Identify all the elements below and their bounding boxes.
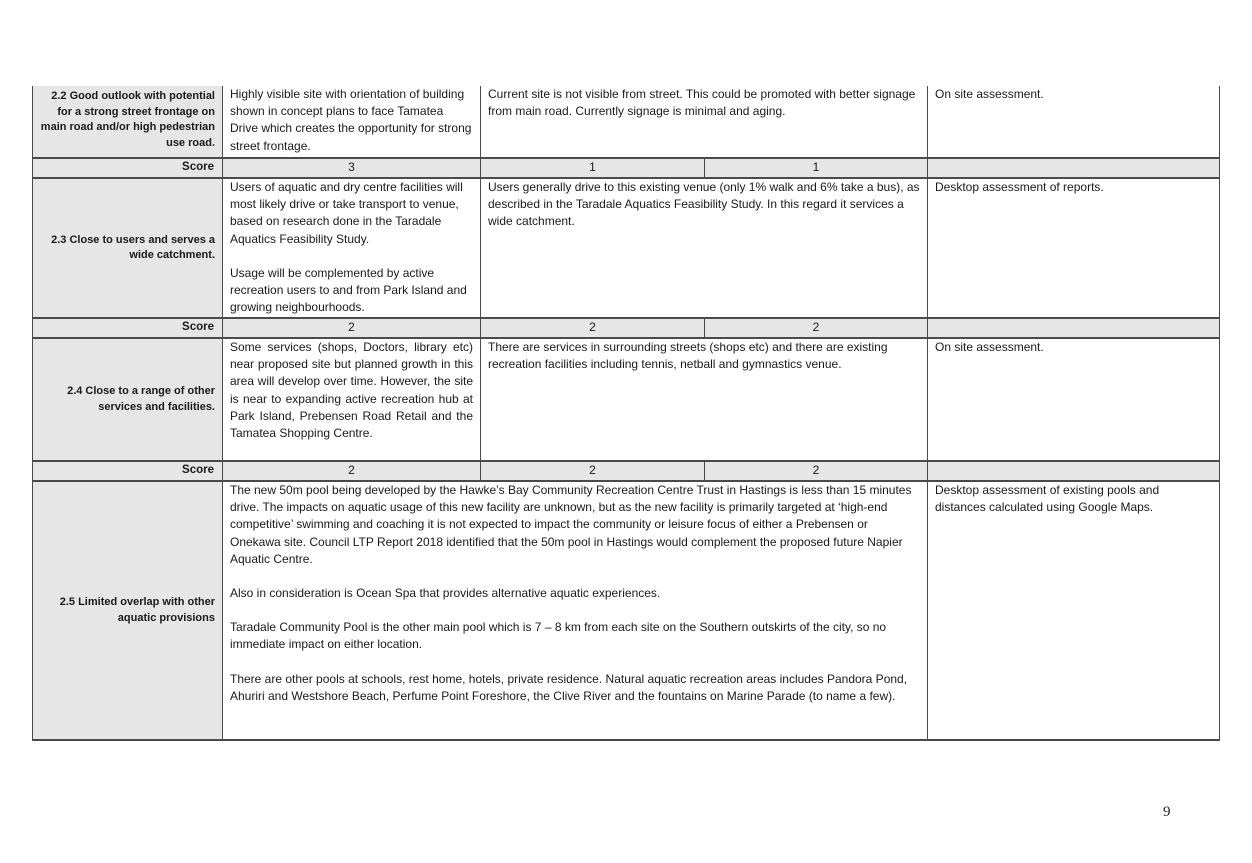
criterion-label: 2.2 Good outlook with potential for a strong street frontage on main road and/or high pedestrian use road. xyxy=(33,86,223,158)
combined-text: There are other pools at schools, rest home, hotels, private residence. Natural aquatic recreation areas includes Pandora Pond, Ahuriri and Westshore Beach, Perfume Point Foreshore, the Clive River and the fountains on Marine Parade (to name a few). xyxy=(230,671,908,703)
score-value: 2 xyxy=(223,318,481,338)
score-value: 1 xyxy=(481,158,705,178)
combined-text: Also in consideration is Ocean Spa that provides alternative aquatic experiences. xyxy=(230,586,661,601)
score-value: 2 xyxy=(223,461,481,481)
combined-description xyxy=(223,481,928,740)
combined-text: The new 50m pool being developed by the Hawke’s Bay Community Recreation Centre Trust in Hastings is less than 15 minutes drive. The impacts on aquatic usage of this new facility are unknown, but as the new facility is primarily targeted at ‘high-end competitive’ swimming and coaching it is not expected to impact the community or leisure focus of either a Prebensen or Onekawa site. Council LTP Report 2018 identified that the 50m pool in Hastings would complement the proposed future Napier Aquatic Centre. xyxy=(230,483,912,566)
existing-site-description xyxy=(481,178,928,318)
existing-text: Users generally drive to this existing venue (only 1% walk and 6% take a bus), as described in the Taradale Aquatics Feasibility Study. In this regard it services a wide catchment. xyxy=(488,180,920,229)
combined-text: Taradale Community Pool is the other main pool which is 7 – 8 km from each site on the Southern outskirts of the city, so no immediate impact on either location. xyxy=(230,620,887,652)
assessment-method: On site assessment. xyxy=(928,86,1220,158)
score-label: Score xyxy=(33,318,223,338)
criterion-row-2-3 xyxy=(33,178,1220,318)
assessment-method: Desktop assessment of reports. xyxy=(928,178,1220,318)
existing-text: Current site is not visible from street. This could be promoted with better signage from main road. Currently signage is minimal and aging. xyxy=(488,87,916,119)
score-value: 3 xyxy=(223,158,481,178)
score-empty xyxy=(928,461,1220,481)
existing-site-description xyxy=(481,86,928,158)
criterion-row-2-4 xyxy=(33,338,1220,461)
assessment-method: On site assessment. xyxy=(928,338,1220,461)
existing-text: There are services in surrounding streets (shops etc) and there are existing recreation facilities including tennis, netball and gymnastics venue. xyxy=(488,340,888,372)
option-text: Some services (shops, Doctors, library etc) near proposed site but planned growth in this area will develop over time. However, the site is near to expanding active recreation hub at Park Island, Prebensen Road Retail and the Tamatea Shopping Centre. xyxy=(230,340,473,441)
score-value: 2 xyxy=(481,318,705,338)
score-empty xyxy=(928,158,1220,178)
score-label: Score xyxy=(33,158,223,178)
page-number: 9 xyxy=(1163,804,1171,820)
score-row xyxy=(33,158,1220,178)
criterion-label: 2.3 Close to users and serves a wide catchment. xyxy=(33,178,223,318)
score-label: Score xyxy=(33,461,223,481)
score-value: 2 xyxy=(705,461,928,481)
score-value: 2 xyxy=(481,461,705,481)
criterion-row-2-2 xyxy=(33,86,1220,158)
option-text: Highly visible site with orientation of building shown in concept plans to face Tamatea Drive which creates the opportunity for strong street frontage. xyxy=(230,87,472,153)
option-text: Usage will be complemented by active recreation users to and from Park Island and growing neighbourhoods. xyxy=(230,265,467,315)
option-description xyxy=(223,338,481,461)
score-value: 1 xyxy=(705,158,928,178)
option-description xyxy=(223,178,481,318)
existing-site-description xyxy=(481,338,928,461)
criterion-label: 2.4 Close to a range of other services and facilities. xyxy=(33,338,223,461)
assessment-table xyxy=(32,86,1220,741)
score-row xyxy=(33,461,1220,481)
option-text: Users of aquatic and dry centre facilities will most likely drive or take transport to venue, based on research done in the Taradale Aquatics Feasibility Study. xyxy=(230,180,463,246)
criterion-row-2-5 xyxy=(33,481,1220,740)
option-description xyxy=(223,86,481,158)
score-row xyxy=(33,318,1220,338)
assessment-method: Desktop assessment of existing pools and distances calculated using Google Maps. xyxy=(928,481,1220,740)
criterion-label: 2.5 Limited overlap with other aquatic provisions xyxy=(33,481,223,740)
score-empty xyxy=(928,318,1220,338)
score-value: 2 xyxy=(705,318,928,338)
